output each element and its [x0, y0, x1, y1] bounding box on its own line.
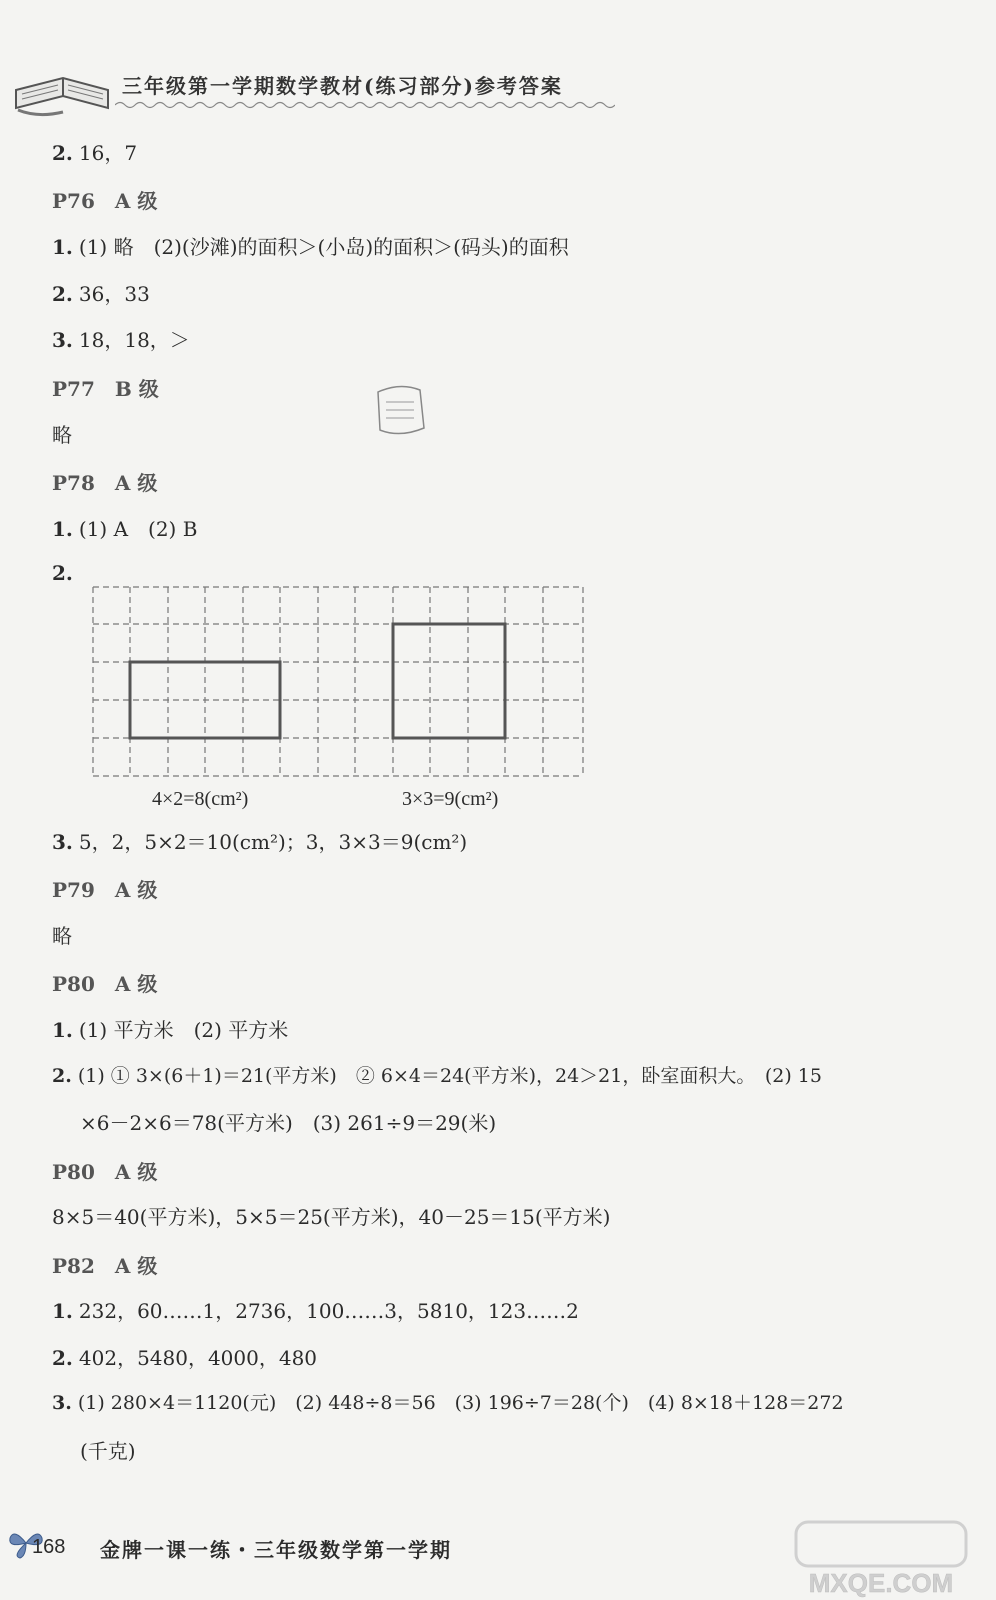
- answer-line: 1. (1) A (2) B: [52, 517, 198, 541]
- answer-line: 2. 402，5480，4000，480: [52, 1346, 318, 1370]
- section-heading: P76 A 级: [52, 189, 158, 213]
- wavy-divider: [115, 100, 615, 110]
- answer-line: 1. 232，60……1，2736，100……3，5810，123……2: [52, 1299, 579, 1323]
- square-3x3: [393, 624, 505, 738]
- answer-line: 2. (1) ① 3×(6＋1)＝21(平方米) ② 6×4＝24(平方米)，24＞21，卧室面积大。 (2) 15: [52, 1065, 822, 1087]
- answer-line: 3. 5，2，5×2＝10(cm²)；3，3×3＝9(cm²): [52, 830, 468, 854]
- page-number: 168: [32, 1536, 66, 1558]
- answer-line: 2. 36，33: [52, 282, 150, 306]
- section-heading: P80 A 级: [52, 1160, 158, 1184]
- stamp-icon: [370, 380, 430, 440]
- grid-figure: [92, 586, 584, 778]
- section-heading: P79 A 级: [52, 878, 158, 902]
- figure-caption-right: 3×3=9(cm²): [402, 788, 499, 810]
- answer-line: 1. (1) 略 (2)(沙滩)的面积＞(小岛)的面积＞(码头)的面积: [52, 235, 569, 259]
- footer-title: 金牌一课一练・三年级数学第一学期: [100, 1538, 452, 1562]
- answer-line: 2.: [52, 561, 73, 585]
- answer-line: 略: [52, 924, 72, 948]
- answer-line: (千克): [80, 1439, 136, 1463]
- answer-line: ×6－2×6＝78(平方米) (3) 261÷9＝29(米): [80, 1111, 497, 1135]
- dashed-grid: [93, 587, 583, 776]
- answer-line: 2. 16，7: [52, 141, 138, 165]
- section-heading: P80 A 级: [52, 972, 158, 996]
- section-heading: P82 A 级: [52, 1254, 158, 1278]
- watermark-text: MXQE.COM: [808, 1568, 954, 1598]
- answer-line: 8×5＝40(平方米)，5×5＝25(平方米)，40－25＝15(平方米): [52, 1205, 611, 1229]
- open-book-icon: [8, 50, 118, 120]
- watermark-logo: [776, 1516, 986, 1600]
- section-heading: P77 B 级: [52, 377, 159, 401]
- answer-line: 3. 18，18，＞: [52, 328, 190, 352]
- answer-line: 1. (1) 平方米 (2) 平方米: [52, 1018, 289, 1042]
- answer-line: 略: [52, 423, 72, 447]
- section-heading: P78 A 级: [52, 471, 158, 495]
- figure-caption-left: 4×2=8(cm²): [152, 788, 249, 810]
- page-header: [0, 0, 996, 120]
- answer-line: 3. (1) 280×4＝1120(元) (2) 448÷8＝56 (3) 196÷7＝28(个) (4) 8×18＋128＝272: [52, 1392, 844, 1414]
- header-title: 三年级第一学期数学教材(练习部分)参考答案: [122, 74, 563, 98]
